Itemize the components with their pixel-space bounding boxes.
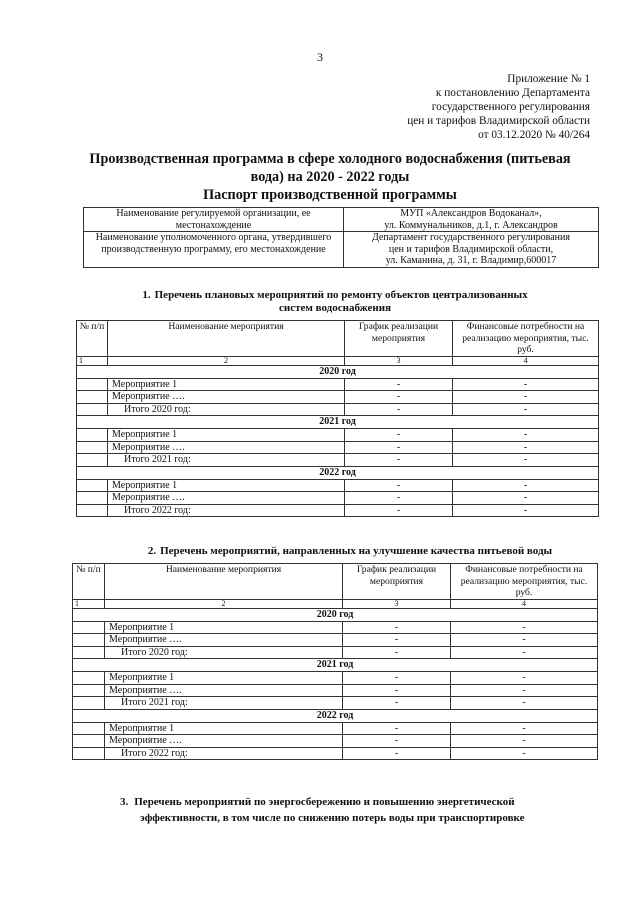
table-row [77, 391, 599, 404]
total-row [77, 454, 599, 467]
schedule-cell: - [343, 646, 451, 659]
section-title: систем водоснабжения [278, 302, 392, 314]
row-number [77, 403, 108, 416]
value-line: ул. Каманина, д. 31, г. Владимир,600017 [385, 255, 557, 266]
schedule-cell: - [345, 504, 453, 517]
table-row [73, 672, 598, 685]
col-number-header: № п/п [73, 564, 105, 600]
finance-cell: - [453, 492, 599, 505]
event-name: Мероприятие …. [108, 391, 345, 404]
schedule-cell: - [345, 391, 453, 404]
table-row [77, 492, 599, 505]
col-schedule-header: График реализации мероприятия [345, 321, 453, 357]
row-number [77, 479, 108, 492]
passport-value [344, 232, 599, 268]
finance-cell: - [451, 735, 598, 748]
finance-cell: - [453, 429, 599, 442]
event-name: Мероприятие 1 [108, 479, 345, 492]
finance-cell: - [451, 646, 598, 659]
column-numbers-row [77, 356, 599, 365]
table-row [84, 208, 599, 232]
event-name: Мероприятие …. [105, 634, 343, 647]
table-row [73, 621, 598, 634]
event-name: Мероприятие 1 [108, 378, 345, 391]
row-number [73, 646, 105, 659]
passport-label: Наименование регулируемой организации, ее местонахождение [84, 208, 344, 232]
column-numbers-row [73, 599, 598, 608]
events-table-2 [72, 563, 598, 760]
event-name: Мероприятие …. [105, 735, 343, 748]
finance-cell: - [451, 684, 598, 697]
section-title: Перечень мероприятий по энергосбережению и повышению энергетической [134, 796, 515, 808]
table-row [77, 378, 599, 391]
year-row [77, 466, 599, 479]
schedule-cell: - [345, 479, 453, 492]
column-number: 4 [453, 356, 599, 365]
table-header-row [73, 564, 598, 600]
section-title: Перечень плановых мероприятий по ремонту объектов централизованных [154, 289, 528, 301]
finance-cell: - [451, 722, 598, 735]
section-number: 3. [120, 796, 129, 808]
value-line: ул. Коммунальников, д.1, г. Александров [384, 219, 558, 231]
passport-table [83, 207, 599, 268]
schedule-cell: - [345, 378, 453, 391]
row-number [73, 684, 105, 697]
year-row [73, 608, 598, 621]
table-row [77, 479, 599, 492]
schedule-cell: - [343, 634, 451, 647]
column-number: 2 [105, 599, 343, 608]
finance-cell: - [453, 479, 599, 492]
schedule-cell: - [345, 403, 453, 416]
row-number [77, 492, 108, 505]
row-number [77, 391, 108, 404]
total-row [77, 504, 599, 517]
schedule-cell: - [343, 672, 451, 685]
year-label: 2022 год [77, 466, 599, 479]
table-row [77, 441, 599, 454]
passport-value [344, 208, 599, 232]
appendix-line: к постановлению Департамента [435, 87, 590, 99]
table-row [73, 684, 598, 697]
value-line: МУП «Александров Водоканал», [400, 208, 542, 219]
total-label: Итого 2022 год: [105, 747, 343, 760]
year-row [73, 659, 598, 672]
total-label: Итого 2022 год: [108, 504, 345, 517]
event-name: Мероприятие 1 [105, 621, 343, 634]
appendix-line: Приложение № 1 [507, 73, 590, 85]
table-row [77, 429, 599, 442]
page-number: 3 [317, 50, 323, 64]
row-number [73, 722, 105, 735]
year-label: 2022 год [73, 709, 598, 722]
table-row [84, 232, 599, 268]
row-number [73, 621, 105, 634]
events-table-1 [76, 320, 599, 517]
row-number [77, 454, 108, 467]
event-name: Мероприятие 1 [105, 722, 343, 735]
section-3-heading [120, 794, 590, 826]
event-name: Мероприятие 1 [108, 429, 345, 442]
value-line: Департамент государственного регулирования [371, 232, 570, 243]
column-number: 2 [108, 356, 345, 365]
schedule-cell: - [343, 735, 451, 748]
total-label: Итого 2021 год: [105, 697, 343, 710]
col-finance-header: Финансовые потребности на реализацию мероприятия, тыс. руб. [453, 321, 599, 357]
total-label: Итого 2020 год: [105, 646, 343, 659]
appendix-line: цен и тарифов Владимирской области [407, 115, 590, 127]
section-number: 1. [142, 289, 151, 301]
column-number: 4 [451, 599, 598, 608]
col-number-header: № п/п [77, 321, 108, 357]
finance-cell: - [453, 378, 599, 391]
title-line: вода) на 2020 - 2022 годы [250, 169, 410, 185]
total-row [73, 747, 598, 760]
year-label: 2021 год [73, 659, 598, 672]
total-label: Итого 2021 год: [108, 454, 345, 467]
row-number [77, 441, 108, 454]
column-number: 1 [73, 599, 105, 608]
appendix-line: государственного регулирования [431, 101, 590, 113]
section-number: 2. [147, 545, 157, 557]
appendix-line: от 03.12.2020 № 40/264 [478, 129, 590, 141]
finance-cell: - [451, 747, 598, 760]
row-number [73, 672, 105, 685]
col-finance-header: Финансовые потребности на реализацию мероприятия, тыс. руб. [451, 564, 598, 600]
finance-cell: - [451, 672, 598, 685]
section-2-heading [100, 545, 600, 558]
schedule-cell: - [343, 747, 451, 760]
section-title: Перечень мероприятий, направленных на улучшение качества питьевой воды [160, 545, 553, 557]
total-row [77, 403, 599, 416]
column-number: 1 [77, 356, 108, 365]
event-name: Мероприятие …. [105, 684, 343, 697]
table-row [73, 634, 598, 647]
schedule-cell: - [345, 454, 453, 467]
row-number [73, 697, 105, 710]
section-title: эффективности, в том числе по снижению потерь воды при транспортировке [140, 812, 525, 824]
col-name-header: Наименование мероприятия [108, 321, 345, 357]
document-title [60, 150, 600, 186]
row-number [77, 378, 108, 391]
row-number [73, 747, 105, 760]
row-number [73, 634, 105, 647]
table-row [73, 722, 598, 735]
passport-title: Паспорт производственной программы [203, 187, 457, 203]
year-label: 2020 год [77, 365, 599, 378]
column-number: 3 [345, 356, 453, 365]
finance-cell: - [453, 391, 599, 404]
schedule-cell: - [343, 697, 451, 710]
value-line: цен и тарифов Владимирской области, [388, 243, 554, 255]
total-row [73, 697, 598, 710]
passport-label: Наименование уполномоченного органа, утвердившего производственную программу, его местонахождение [84, 232, 344, 268]
year-row [77, 365, 599, 378]
finance-cell: - [453, 454, 599, 467]
col-schedule-header: График реализации мероприятия [343, 564, 451, 600]
event-name: Мероприятие …. [108, 492, 345, 505]
finance-cell: - [451, 621, 598, 634]
finance-cell: - [453, 441, 599, 454]
total-label: Итого 2020 год: [108, 403, 345, 416]
schedule-cell: - [343, 722, 451, 735]
row-number [77, 504, 108, 517]
section-1-heading [70, 289, 600, 315]
col-name-header: Наименование мероприятия [105, 564, 343, 600]
year-label: 2021 год [77, 416, 599, 429]
row-number [77, 429, 108, 442]
total-row [73, 646, 598, 659]
finance-cell: - [453, 403, 599, 416]
finance-cell: - [451, 634, 598, 647]
event-name: Мероприятие 1 [105, 672, 343, 685]
schedule-cell: - [345, 441, 453, 454]
table-header-row [77, 321, 599, 357]
schedule-cell: - [343, 684, 451, 697]
year-label: 2020 год [73, 608, 598, 621]
table-row [73, 735, 598, 748]
schedule-cell: - [343, 621, 451, 634]
row-number [73, 735, 105, 748]
year-row [73, 709, 598, 722]
finance-cell: - [451, 697, 598, 710]
schedule-cell: - [345, 492, 453, 505]
column-number: 3 [343, 599, 451, 608]
schedule-cell: - [345, 429, 453, 442]
appendix-header [380, 72, 590, 142]
event-name: Мероприятие …. [108, 441, 345, 454]
year-row [77, 416, 599, 429]
finance-cell: - [453, 504, 599, 517]
title-line: Производственная программа в сфере холодного водоснабжения (питьевая [89, 151, 571, 167]
